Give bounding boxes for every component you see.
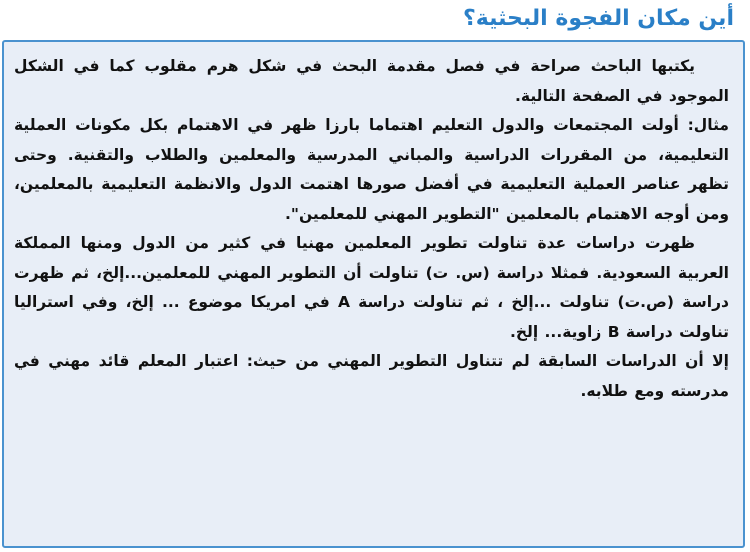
content-panel <box>2 40 745 548</box>
paragraph-intro: يكتبها الباحث صراحة في فصل مقدمة البحث في شكل هرم مقلوب كما في الشكل الموجود في الصفحة التالية. <box>14 57 729 105</box>
page-title: أين مكان الفجوة البحثية؟ <box>462 6 734 31</box>
paragraph-gap: إلا أن الدراسات السابقة لم تتناول التطوير المهني من حيث: اعتبار المعلم قائد مهني في مدرسته ومع طلابه. <box>14 352 729 400</box>
paragraph-example: مثال: أولت المجتمعات والدول التعليم اهتماما بارزا ظهر في الاهتمام بكل مكونات العملية التعليمية، من المقررات الدراسية والمباني المدرسية والمعلمين والطلاب والتقنية. وحتى تظهر عناصر العملية التعليمية في أفضل صورها اهتمت الدول والانظمة التعليمية بالمعلمين، ومن أوجه الاهتمام بالمعلمين "التطوير المهني للمعلمين". <box>14 116 729 223</box>
paragraph-studies: ظهرت دراسات عدة تناولت تطوير المعلمين مهنيا في كثير من الدول ومنها المملكة العربية السعودية. فمثلا دراسة (س. ت) تناولت أن التطوير المهني للمعلمين...إلخ، ثم ظهرت دراسة (ص.ت) تناولت ...إلخ ، ثم تناولت دراسة A في امريكا موضوع ... إلخ، وفي استراليا تناولت دراسة B زاوية... إلخ. <box>14 234 729 341</box>
